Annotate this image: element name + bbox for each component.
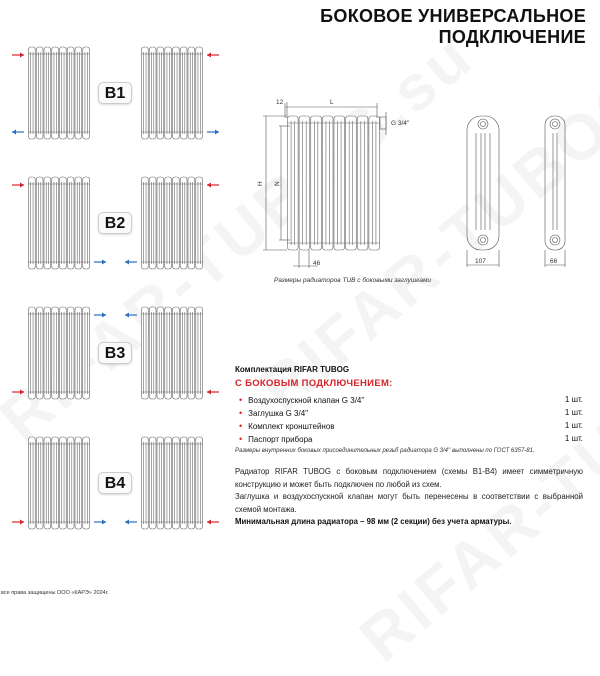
return-arrow-icon xyxy=(94,313,106,318)
copyright: все права защищены ООО «КАРЭ» 2024г. xyxy=(1,590,109,596)
scheme-label: B4 xyxy=(98,472,132,494)
kit-heading: Комплектация RIFAR TUBOG xyxy=(235,365,350,374)
dim-h: H xyxy=(257,181,264,186)
return-arrow-icon xyxy=(125,520,137,525)
description-p1: Радиатор RIFAR TUBOG с боковым подключением (схемы B1-B4) имеет симметричную конструкцию и может быть подключен по любой из схем. xyxy=(235,467,583,489)
drawing-caption: Размеры радиаторов TUB с боковыми заглушками xyxy=(274,277,432,284)
side-view-107 xyxy=(467,116,499,250)
scheme-label: B3 xyxy=(98,342,132,364)
dim-107: 107 xyxy=(475,258,486,265)
dim-n: N xyxy=(274,181,281,186)
supply-arrow-icon xyxy=(12,520,24,525)
title-line-2: ПОДКЛЮЧЕНИЕ xyxy=(438,27,586,47)
description-p2: Заглушка и воздухоспускной клапан могут быть перенесены в соответствии с выбранной схемой монтажа. xyxy=(235,492,583,514)
radiator-icon xyxy=(28,437,90,529)
supply-arrow-icon xyxy=(207,520,219,525)
supply-arrow-icon xyxy=(12,390,24,395)
radiator-icon xyxy=(141,307,203,399)
scheme-label: B2 xyxy=(98,212,132,234)
title-line-1: БОКОВОЕ УНИВЕРСАЛЬНОЕ xyxy=(320,6,586,26)
radiator-icon xyxy=(287,116,380,250)
radiator-icon xyxy=(28,307,90,399)
kit-item xyxy=(235,432,583,445)
kit-item xyxy=(235,419,583,432)
kit-subheading: С БОКОВЫМ ПОДКЛЮЧЕНИЕМ: xyxy=(235,378,393,389)
kit-item-qty: 1 шт. xyxy=(564,395,583,404)
kit-item-name: Комплект кронштейнов xyxy=(248,421,335,431)
radiator-icon xyxy=(141,437,203,529)
kit-item xyxy=(235,406,583,419)
return-arrow-icon xyxy=(94,520,106,525)
description-p3: Минимальная длина радиатора – 98 мм (2 секции) без учета арматуры. xyxy=(235,517,512,527)
bullet-icon: • xyxy=(239,433,243,444)
kit-note: Размеры внутренних боковых присоединительных резьб радиатора G 3/4'' выполнены по ГОСТ 6357-81. xyxy=(235,448,535,454)
kit-item-name: Заглушка G 3/4'' xyxy=(248,408,309,418)
return-arrow-icon xyxy=(125,313,137,318)
kit-item-qty: 1 шт. xyxy=(564,408,583,417)
dim-12: 12 xyxy=(276,99,284,106)
kit-item xyxy=(235,393,583,406)
kit-item-name: Паспорт прибора xyxy=(248,434,313,444)
kit-item-name: Воздухоспускной клапан G 3/4'' xyxy=(248,395,365,405)
description xyxy=(235,466,583,529)
side-view-66 xyxy=(545,116,565,250)
kit-item-qty: 1 шт. xyxy=(564,434,583,443)
bullet-icon: • xyxy=(239,407,243,418)
dim-46: 46 xyxy=(313,260,321,267)
technical-drawing xyxy=(0,0,600,300)
kit-section xyxy=(235,365,583,454)
dim-l: L xyxy=(330,99,334,106)
dim-66: 66 xyxy=(550,258,558,265)
bullet-icon: • xyxy=(239,420,243,431)
bullet-icon: • xyxy=(239,394,243,405)
front-view-radiator xyxy=(287,116,380,250)
supply-arrow-icon xyxy=(207,390,219,395)
kit-item-qty: 1 шт. xyxy=(564,421,583,430)
thread-size: G 3/4'' xyxy=(391,120,410,127)
scheme-label: B1 xyxy=(98,82,132,104)
